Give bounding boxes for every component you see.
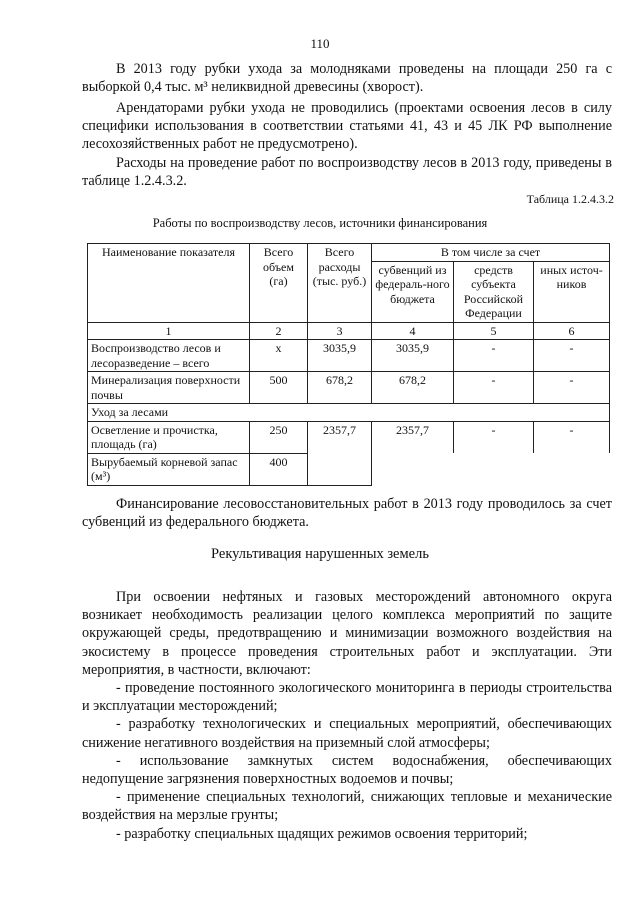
table-label: Таблица 1.2.4.3.2 — [526, 192, 614, 206]
row-other: - — [534, 340, 610, 372]
col-number: 5 — [454, 322, 534, 340]
row-name: Вырубаемый корневой запас (м³) — [88, 453, 250, 485]
row-name: Осветление и прочистка, площадь (га) — [88, 421, 250, 453]
row-federal: 3035,9 — [372, 340, 454, 372]
header-regional: средств субъекта Российской Федерации — [454, 261, 534, 322]
row-name: Уход за лесами — [88, 404, 610, 422]
col-number: 4 — [372, 322, 454, 340]
row-expenses: 678,2 — [308, 372, 372, 404]
header-volume: Всего объем (га) — [250, 244, 308, 323]
row-volume: 500 — [250, 372, 308, 404]
row-expenses: 3035,9 — [308, 340, 372, 372]
row-other: - — [534, 372, 610, 404]
paragraph-lessees: Арендаторами рубки ухода не проводились (проектами освоения лесов в силу специфики использования в соответствии статьями 41, 43 и 45 ЛК РФ выполнение лесохозяйственных работ не предусмотрено). — [82, 100, 612, 153]
row-name: Воспроизводство лесов и лесоразведение – всего — [88, 340, 250, 372]
row-expenses: 2357,7 — [308, 421, 372, 453]
row-regional: - — [454, 372, 534, 404]
table-row — [88, 404, 610, 422]
row-name: Минерализация поверхности почвы — [88, 372, 250, 404]
financing-table — [87, 243, 610, 486]
row-regional-empty — [454, 453, 534, 485]
row-other: - — [534, 421, 610, 453]
paragraph-financing: Финансирование лесовосстановительных работ в 2013 году проводилось за счет субвенций из федерального бюджета. — [82, 496, 612, 531]
row-regional: - — [454, 340, 534, 372]
row-federal: 2357,7 — [372, 421, 454, 453]
page-number: 110 — [310, 36, 330, 51]
row-expenses-empty — [308, 453, 372, 485]
header-indicator: Наименование показателя — [88, 244, 250, 323]
table-row — [88, 421, 610, 453]
row-volume: 250 — [250, 421, 308, 453]
paragraph-measures: При освоении нефтяных и газовых месторождений автономного округа возникает необходимость реализации целого комплекса мероприятий по защите окружающей среды, предотвращению и минимизации возможного воздействия на экосистему в процессе проведения строительных работ и эксплуатации. Эти мероприятия, в частности, включают: — [82, 589, 612, 678]
col-number: 2 — [250, 322, 308, 340]
section-heading: Рекультивация нарушенных земель — [211, 546, 429, 562]
list-item: - разработку специальных щадящих режимов освоения территорий; — [116, 825, 528, 842]
table-row — [88, 453, 610, 485]
row-federal-empty — [372, 453, 454, 485]
header-including: В том числе за счет — [372, 244, 610, 262]
paragraph-measures-block — [82, 588, 612, 843]
header-other: иных источ-ников — [534, 261, 610, 322]
table-row — [88, 340, 610, 372]
paragraph-expenses: Расходы на проведение работ по воспроизводству лесов в 2013 году, приведены в таблице 1.2.4.3.2. — [82, 155, 612, 190]
list-item: - разработку технологических и специальных мероприятий, обеспечивающих снижение негативного воздействия на приземный слой атмосферы; — [82, 716, 612, 751]
col-number: 6 — [534, 322, 610, 340]
row-regional: - — [454, 421, 534, 453]
col-number: 3 — [308, 322, 372, 340]
table-title: Работы по воспроизводству лесов, источники финансирования — [152, 216, 488, 230]
col-number: 1 — [88, 322, 250, 340]
row-volume: х — [250, 340, 308, 372]
row-volume: 400 — [250, 453, 308, 485]
table-column-numbers — [88, 322, 610, 340]
table-header-row — [88, 244, 610, 262]
list-item: - применение специальных технологий, снижающих тепловые и механические воздействия на мерзлые грунты; — [82, 789, 612, 824]
list-item: - использование замкнутых систем водоснабжения, обеспечивающих недопущение загрязнения поверхностных водоемов и почвы; — [82, 752, 612, 788]
paragraph-thinning: В 2013 году рубки ухода за молодняками проведены на площади 250 га с выборкой 0,4 тыс. м³ неликвидной древесины (хворост). — [82, 61, 612, 96]
header-expenses: Всего расходы (тыс. руб.) — [308, 244, 372, 323]
row-other-empty — [534, 453, 610, 485]
row-federal: 678,2 — [372, 372, 454, 404]
header-federal: субвенций из федераль-ного бюджета — [372, 261, 454, 322]
table-row — [88, 372, 610, 404]
list-item: - проведение постоянного экологического мониторинга в периоды строительства и эксплуатации месторождений; — [82, 680, 612, 715]
